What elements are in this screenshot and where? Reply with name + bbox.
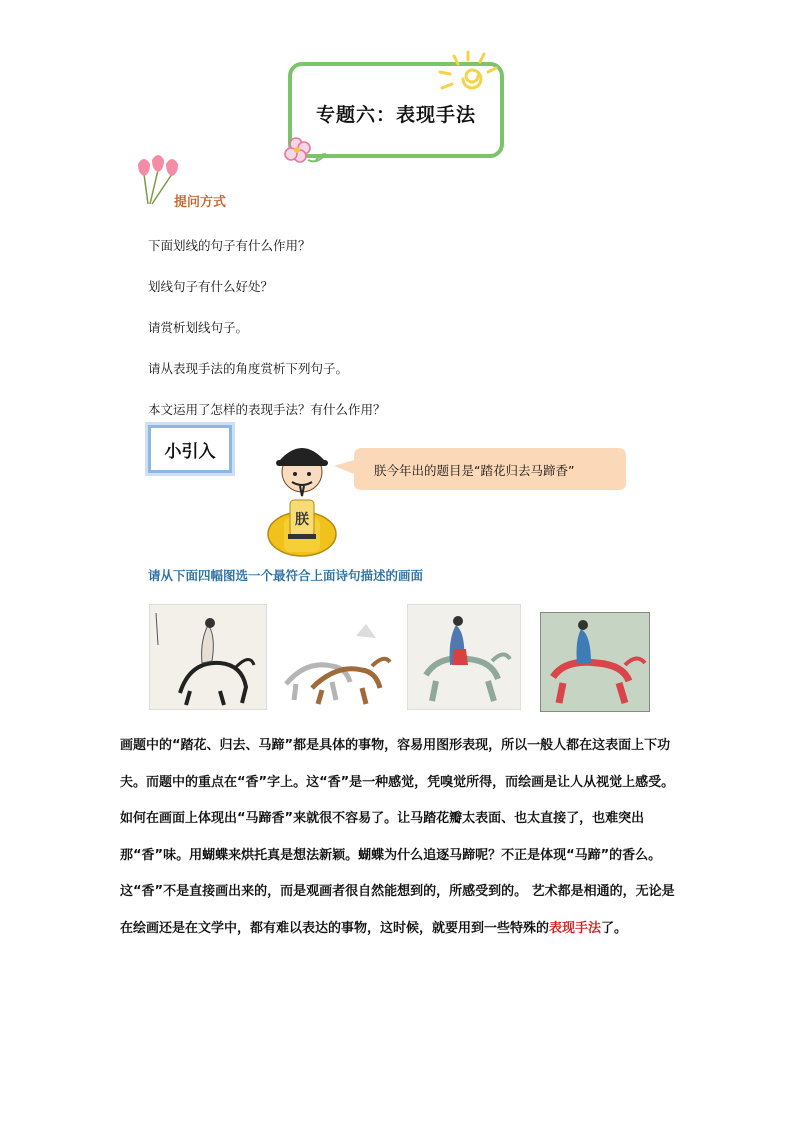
- section-heading: 提问方式: [174, 195, 227, 210]
- page-title: 专题六：表现手法: [315, 104, 476, 126]
- explanation-paragraph: [120, 728, 680, 947]
- question-item: 请从表现手法的角度赏析下列句子。: [148, 361, 349, 376]
- question-item: 划线句子有什么好处？: [148, 279, 274, 294]
- paragraph-ending: 了。: [601, 920, 628, 936]
- question-item: 请赏析划线句子。: [148, 320, 249, 335]
- question-item: 下面划线的句子有什么作用？: [148, 238, 311, 253]
- sun-decoration-icon: [428, 50, 498, 98]
- highlight-term: 表现手法: [549, 920, 602, 936]
- paragraph-text: 画题中的“踏花、归去、马蹄”都是具体的事物，容易用图形表现，所以一般人都在这表面上下功夫。而题中的重点在“香”字上。这“香”是一种感觉，凭嗅觉所得，而绘画是让人从视觉上感受。如何在画面上体现出“马蹄香”来就很不容易了。让马踏花瓣太表面、也太直接了，也难突出那“香”味。用蝴蝶来烘托真是想法新颖。蝴蝶为什么追逐马蹄呢？不正是体现“马蹄”的香么。这“香”不是直接画出来的，而是观画者很自然能想到的，所感受到的。 艺术都是相通的，无论是在绘画还是在文学中，都有难以表达的事物，这时候，就要用到一些特殊的: [120, 738, 675, 936]
- emperor-badge: 朕: [295, 512, 309, 528]
- intro-label-box: 小引入: [148, 425, 232, 473]
- emperor-illustration: [262, 430, 342, 558]
- flower-decoration-icon: [282, 134, 328, 168]
- speech-text: 朕今年出的题目是“踏花归去马蹄香”: [374, 463, 575, 478]
- tulips-icon: [132, 152, 180, 212]
- painting-option-3[interactable]: [407, 604, 521, 710]
- painting-option-2[interactable]: [276, 604, 394, 708]
- picture-prompt: 请从下面四幅图选一个最符合上面诗句描述的画面: [148, 568, 424, 583]
- painting-option-1[interactable]: [149, 604, 267, 710]
- question-item: 本文运用了怎样的表现手法？有什么作用？: [148, 402, 386, 417]
- painting-option-4[interactable]: [540, 612, 650, 712]
